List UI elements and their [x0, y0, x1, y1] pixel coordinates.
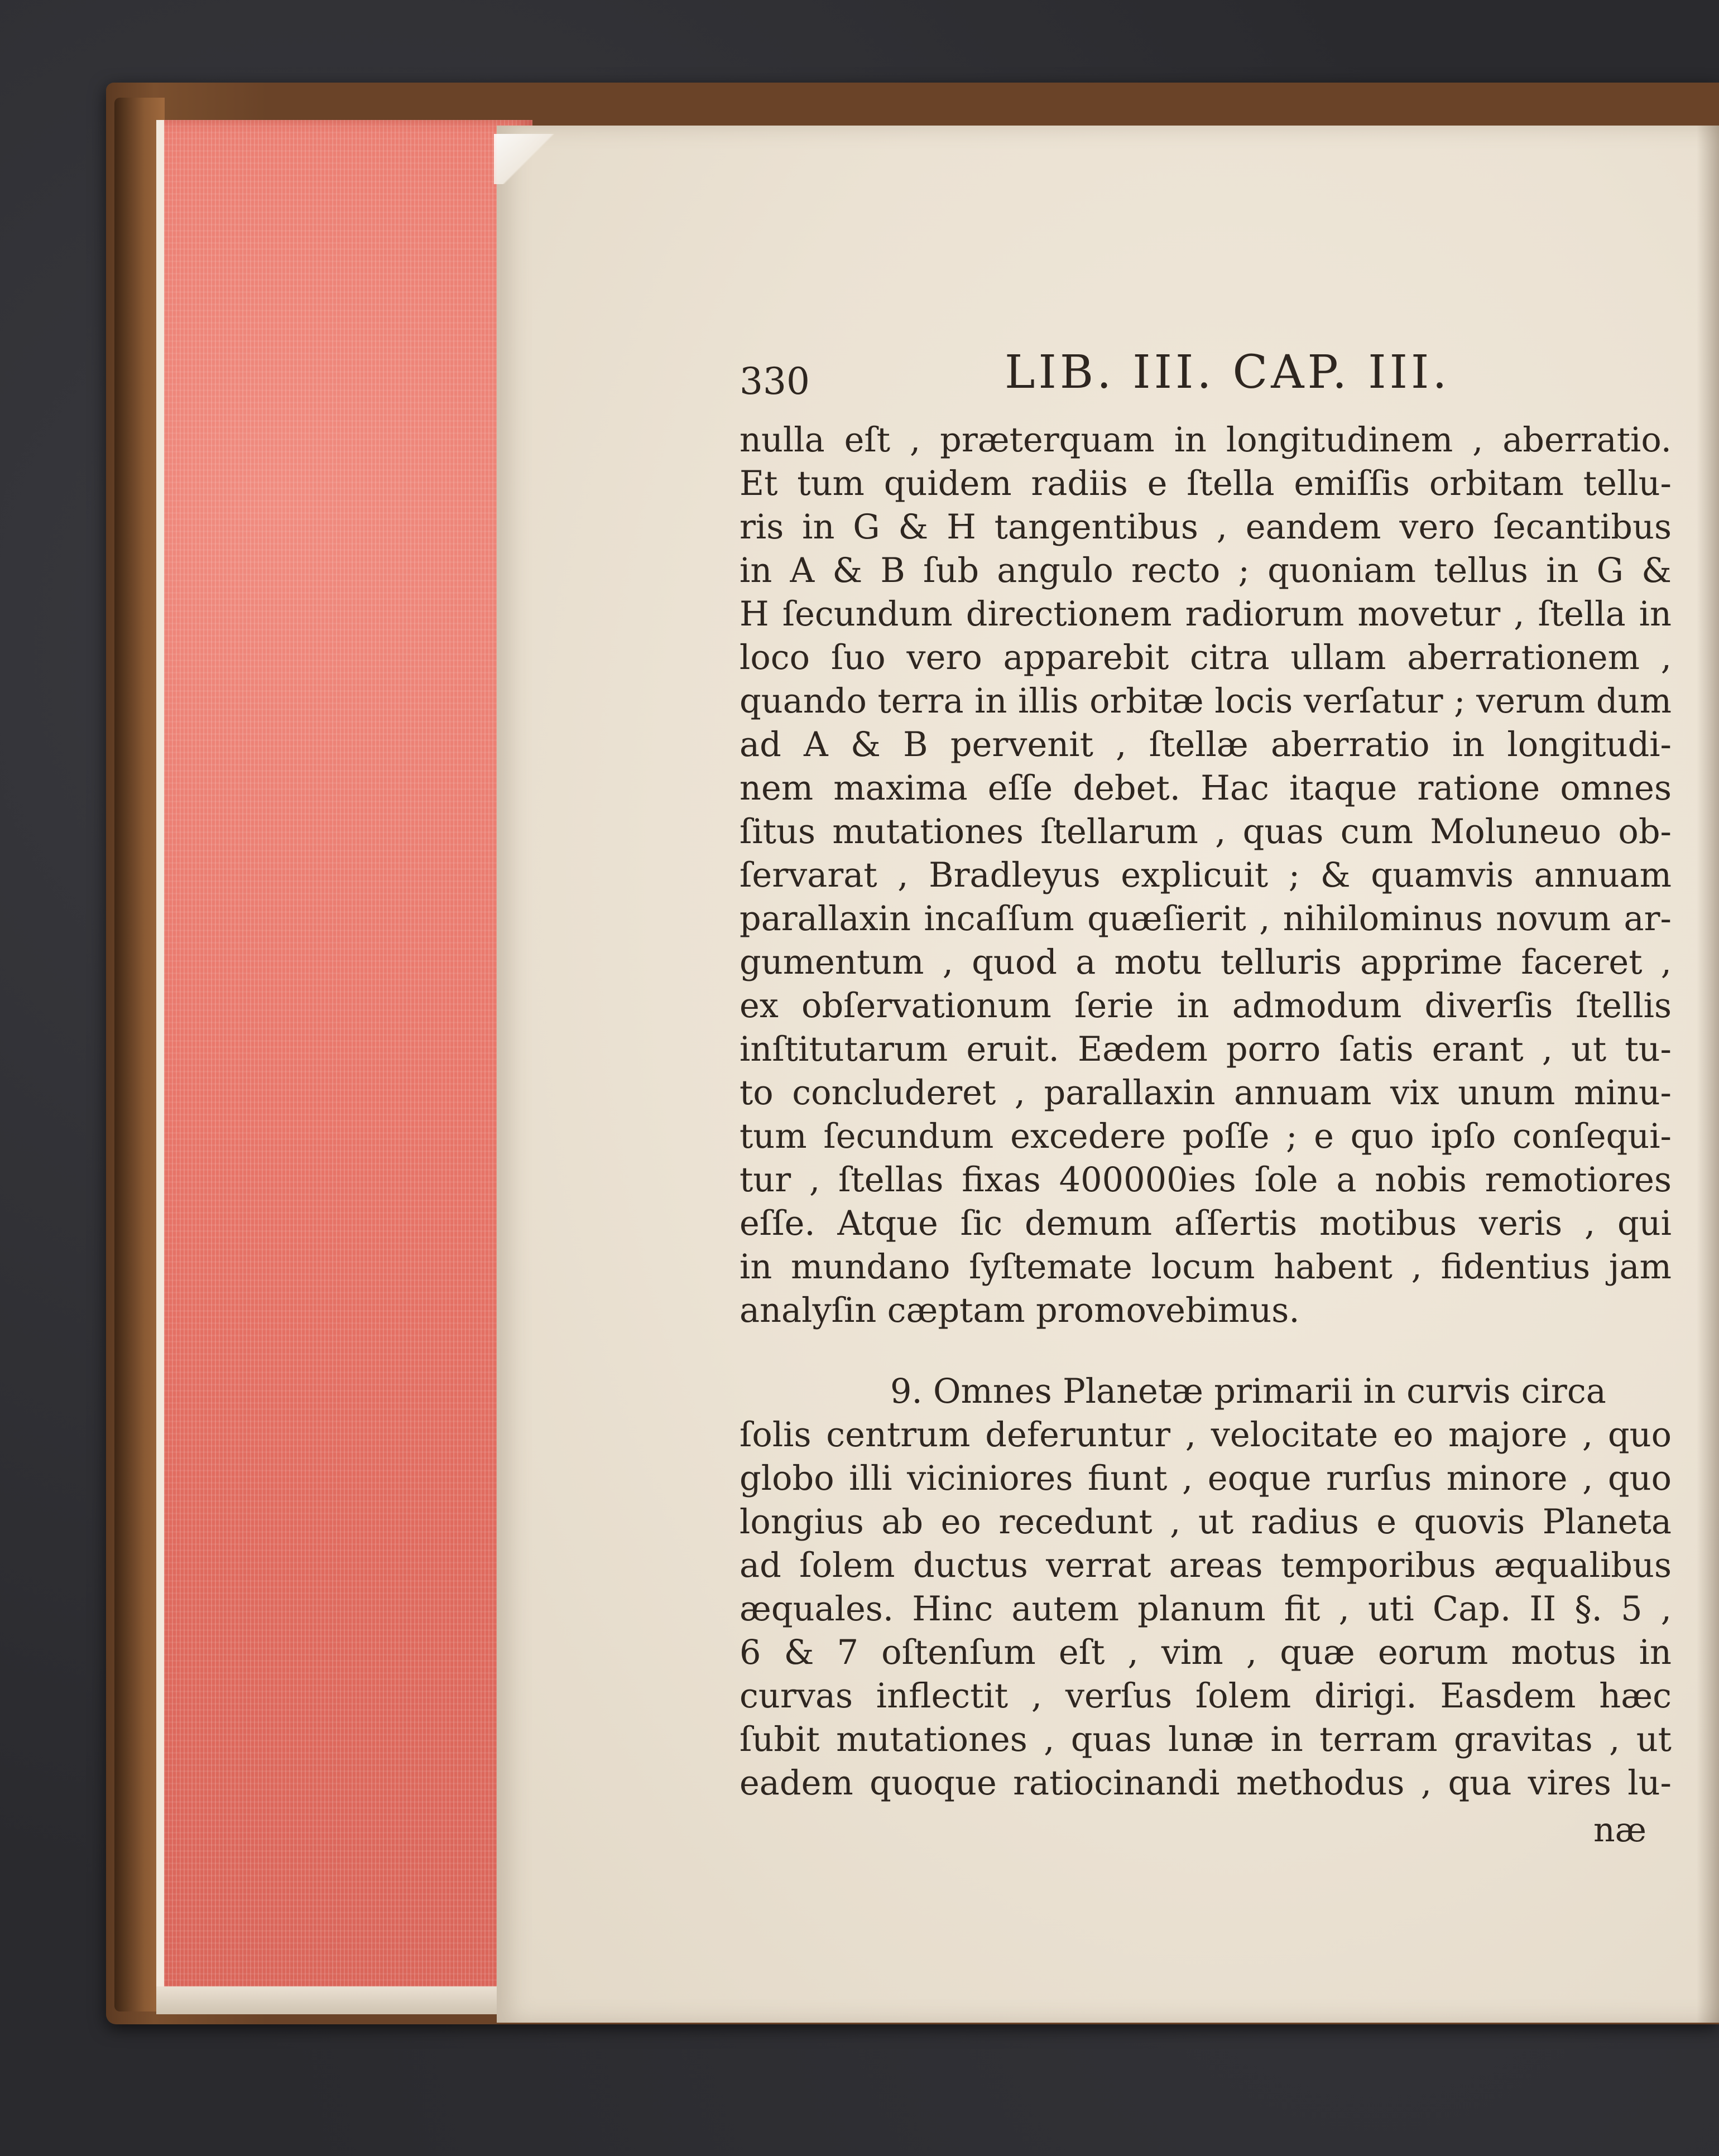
text-line: æquales. Hinc autem planum fit , uti Cap. II §. 5 ,	[740, 1590, 1672, 1629]
text-line: ſubit mutationes , quas lunæ in terram gravitas , ut	[740, 1720, 1672, 1759]
page-edges-bottom	[156, 1986, 525, 2014]
text-line: loco ſuo vero apparebit citra ullam aberrationem ,	[740, 638, 1672, 677]
text-line: ſervarat , Bradleyus explicuit ; & quamvis annuam	[740, 856, 1672, 895]
text-line: quando terra in illis orbitæ locis verſatur ; verum dum	[740, 682, 1672, 721]
page-fold-corner	[494, 134, 561, 184]
text-line: in A & B ſub angulo recto ; quoniam tellus in G &	[740, 551, 1672, 590]
text-line: ad ſolem ductus verrat areas temporibus æqualibus	[740, 1546, 1672, 1585]
text-line: to concluderet , parallaxin annuam vix unum minu-	[740, 1074, 1672, 1113]
text-line: longius ab eo recedunt , ut radius e quovis Planeta	[740, 1503, 1672, 1542]
text-line: tum ſecundum excedere poſſe ; e quo ipſo conſequi-	[740, 1117, 1672, 1156]
paragraph-1	[740, 418, 1672, 1332]
text-line: eadem quoque ratiocinandi methodus , qua vires lu-	[740, 1764, 1672, 1803]
text-line: nulla eſt , præterquam in longitudinem , aberratio.	[740, 421, 1672, 460]
paragraph-2	[740, 1370, 1672, 1805]
text-line: eſſe. Atque ſic demum aſſertis motibus veris , qui	[740, 1204, 1672, 1243]
text-line: parallaxin incaſſum quæſierit , nihilominus novum ar-	[740, 899, 1672, 939]
text-line: ſitus mutationes ſtellarum , quas cum Moluneuo ob-	[740, 812, 1672, 851]
text-line: ad A & B pervenit , ſtellæ aberratio in longitudi-	[740, 725, 1672, 764]
text-line: gumentum , quod a motu telluris apprime faceret ,	[740, 943, 1672, 982]
text-line: inſtitutarum eruit. Eædem porro ſatis erant , ut tu-	[740, 1030, 1672, 1069]
red-page-edges	[156, 120, 532, 2011]
running-header-title: LIB. III. CAP. III.	[1005, 346, 1451, 399]
catchword: næ	[1593, 1811, 1647, 1850]
page-number: 330	[740, 360, 810, 403]
text-line: ex obſervationum ſerie in admodum diverſis ſtellis	[740, 986, 1672, 1026]
text-line: H ſecundum directionem radiorum movetur , ſtella in	[740, 595, 1672, 634]
text-line: tur , ſtellas fixas 400000ies ſole a nobis remotiores	[740, 1161, 1672, 1200]
text-line: in mundano ſyſtemate locum habent , fidentius jam	[740, 1248, 1672, 1287]
text-line: curvas inflectit , verſus ſolem dirigi. Easdem hæc	[740, 1677, 1672, 1716]
text-line: globo illi viciniores fiunt , eoque rurſus minore , quo	[740, 1459, 1672, 1498]
text-line: ris in G & H tangentibus , eandem vero ſecantibus	[740, 508, 1672, 547]
text-line: ſolis centrum deferuntur , velocitate eo majore , quo	[740, 1416, 1672, 1455]
text-line: 9. Omnes Planetæ primarii in curvis circa	[890, 1372, 1606, 1411]
text-line: 6 & 7 oſtenſum eſt , vim , quæ eorum motus in	[740, 1633, 1672, 1672]
text-line: Et tum quidem radiis e ſtella emiſſis orbitam tellu-	[740, 464, 1672, 503]
text-line: analyſin cæptam promovebimus.	[740, 1291, 1300, 1330]
text-line: nem maxima eſſe debet. Hac itaque ratione omnes	[740, 769, 1672, 808]
page-right-shadow	[1697, 126, 1719, 2023]
